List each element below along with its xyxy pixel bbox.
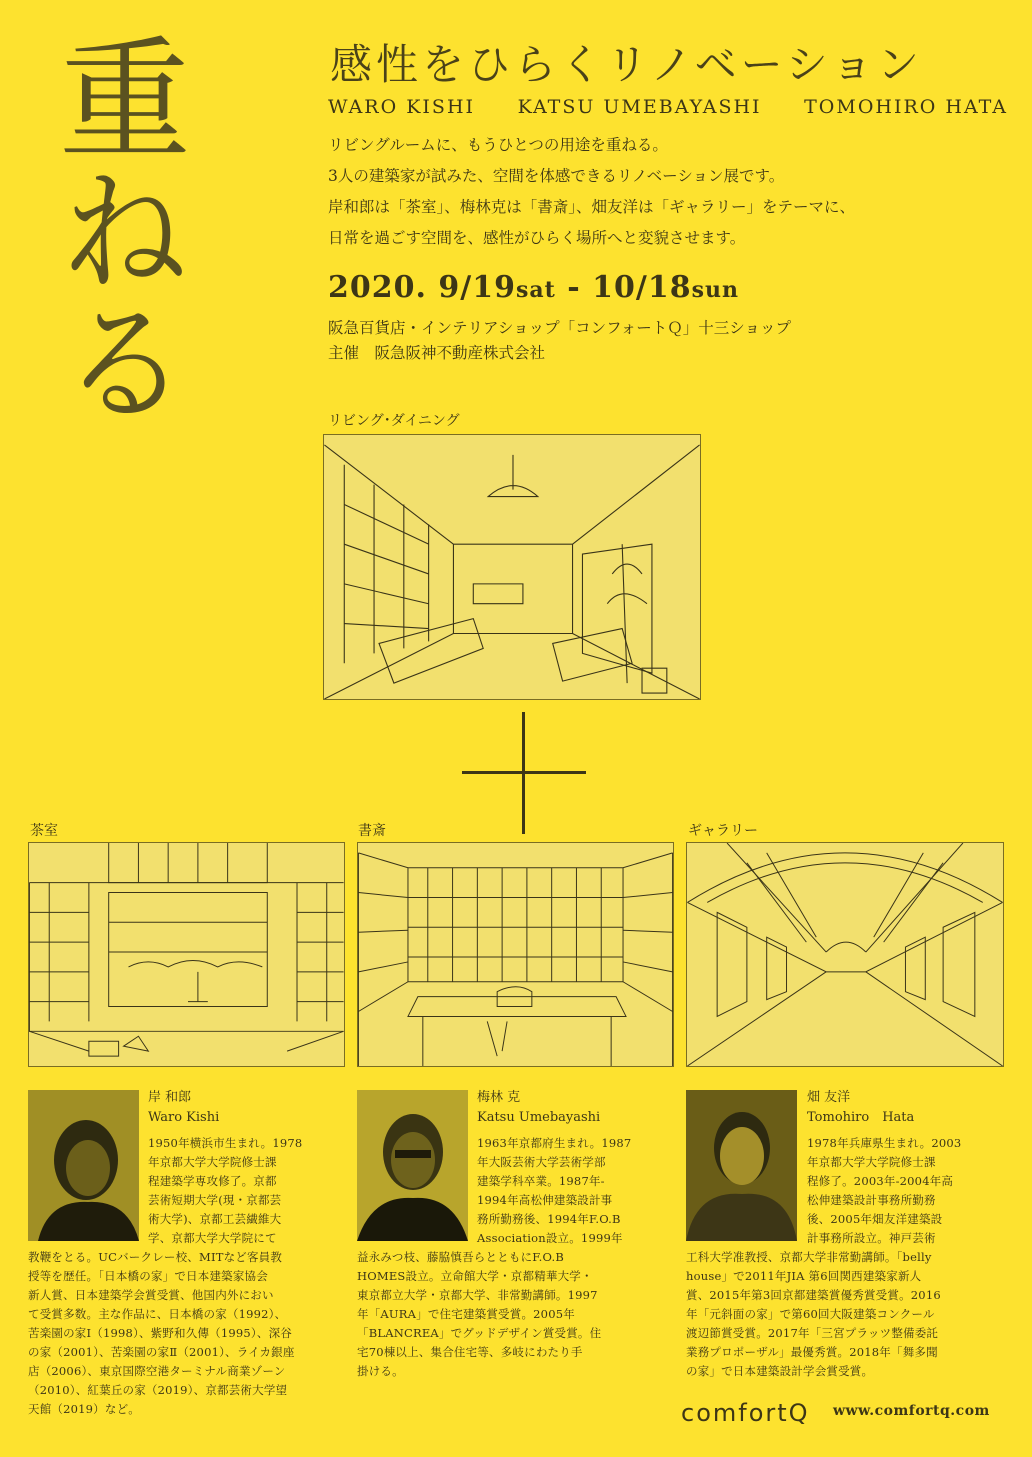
caption-tea-room: 茶室 xyxy=(30,823,58,839)
bio-name-en: Waro Kishi xyxy=(148,1110,220,1125)
portrait-kishi xyxy=(28,1090,139,1241)
bio-line: 程修了。2003年-2004年高 xyxy=(807,1174,954,1188)
bio-line: 渡辺節賞受賞。2017年「三宮プラッツ整備委託 xyxy=(686,1326,939,1340)
bio-line: の家（2001）、苦楽園の家Ⅱ（2001）、ライカ銀座 xyxy=(28,1345,295,1359)
bio-line: 授等を歴任。「日本橋の家」で日本建築家協会 xyxy=(28,1269,268,1283)
bio-line: 程建築学専攻修了。京都 xyxy=(148,1174,277,1188)
lead-line: 3人の建築家が試みた、空間を体感できるリノベーション展です。 xyxy=(328,167,785,185)
venue-line: 阪急百貨店・インテリアショップ「コンフォートＱ」十三ショップ xyxy=(328,319,791,337)
bio-hata-text-bottom xyxy=(686,1248,941,1381)
bio-line: 年「元斜面の家」で第60回大阪建築コンクール xyxy=(686,1307,935,1321)
event-dates xyxy=(328,270,739,305)
bio-line: 店（2006）、東京国際空港ターミナル商業ゾーン xyxy=(28,1364,286,1378)
subtitle: 感性をひらくリノベーション xyxy=(330,40,923,89)
bio-name-ja: 岸 和郎 xyxy=(148,1090,192,1105)
bio-line: 松伸建築設計事務所勤務 xyxy=(807,1193,936,1207)
bio-line: 東京都立大学・京都大学、非常勤講師。1997 xyxy=(357,1288,598,1302)
bio-line: 術大学)、京都工芸繊維大 xyxy=(148,1212,282,1226)
bio-line: 1950年横浜市生まれ。1978 xyxy=(148,1136,303,1150)
brand-logo: comfortQ xyxy=(681,1399,810,1427)
bio-name-en: Tomohiro Hata xyxy=(807,1110,915,1125)
illustration-gallery xyxy=(686,842,1004,1067)
bio-line: 苦楽園の家Ⅰ（1998）、紫野和久傳（1995）、深谷 xyxy=(28,1326,292,1340)
lead-line: 日常を過ごす空間を、感性がひらく場所へと変貌させます。 xyxy=(328,229,746,247)
bio-line: 天館（2019）など。 xyxy=(28,1402,140,1416)
organizer-line: 主催 阪急阪神不動産株式会社 xyxy=(328,344,546,362)
title-char-2: ね xyxy=(36,162,190,294)
lead-paragraph xyxy=(328,130,1008,254)
bio-line: 業務プロポーザル」最優秀賞。2018年「舞多聞 xyxy=(686,1345,938,1359)
main-title xyxy=(36,30,190,590)
bio-line: 年京都大学大学院修士課 xyxy=(148,1155,277,1169)
bio-line: 1978年兵庫県生まれ。2003 xyxy=(807,1136,962,1150)
lead-line: 岸和郎は「茶室」、梅林克は「書斎」、畑友洋は「ギャラリー」をテーマに、 xyxy=(328,198,856,216)
venue-info xyxy=(328,316,791,366)
bio-line: 教鞭をとる。UCバークレー校、MITなど客員教 xyxy=(28,1250,283,1264)
date-separator: - xyxy=(555,270,593,305)
caption-study: 書斎 xyxy=(358,823,386,839)
bio-umebayashi-text-bottom xyxy=(357,1248,601,1381)
date-start: 2020. 9/19 xyxy=(328,270,516,305)
date-end-dow: sun xyxy=(691,277,739,303)
bio-line: 務所勤務後、1994年F.O.B xyxy=(477,1212,621,1226)
bio-line: の家」で日本建築設計学会賞受賞。 xyxy=(686,1364,874,1378)
bio-line: 益永みつ枝、藤脇慎吾らとともにF.O.B xyxy=(357,1250,564,1264)
illustration-study xyxy=(357,842,674,1067)
bio-name-en: Katsu Umebayashi xyxy=(477,1110,601,1125)
bio-line: 建築学科卒業。1987年- xyxy=(477,1174,605,1188)
bio-line: 1994年高松伸建築設計事 xyxy=(477,1193,613,1207)
bio-line: 宅70棟以上、集合住宅等、多岐にわたり手 xyxy=(357,1345,583,1359)
bio-line: 年大阪芸術大学芸術学部 xyxy=(477,1155,606,1169)
bio-line: 「BLANCREA」でグッドデザイン賞受賞。住 xyxy=(357,1326,602,1340)
bio-line: Association設立。1999年 xyxy=(477,1231,623,1245)
portrait-umebayashi xyxy=(357,1090,468,1241)
bio-hata-name xyxy=(807,1088,914,1128)
plus-sign-vertical xyxy=(522,712,525,834)
bio-kishi-text-top xyxy=(148,1134,302,1248)
bio-line: 計事務所設立。神戸芸術 xyxy=(807,1231,936,1245)
architect-names xyxy=(328,96,1008,118)
title-char-3: る xyxy=(36,294,190,426)
bio-name-ja: 梅林 克 xyxy=(477,1090,521,1105)
bio-kishi-name xyxy=(148,1088,219,1128)
bio-line: （2010）、紅葉丘の家（2019）、京都芸術大学望 xyxy=(28,1383,288,1397)
bio-line: 掛ける。 xyxy=(357,1364,404,1378)
bio-line: 工科大学准教授、京都大学非常勤講師。「belly xyxy=(686,1250,932,1264)
caption-gallery: ギャラリー xyxy=(688,823,758,839)
bio-line: 学、京都大学大学院にて xyxy=(148,1231,277,1245)
bio-line: 年「AURA」で住宅建築賞受賞。2005年 xyxy=(357,1307,575,1321)
bio-kishi-text-bottom xyxy=(28,1248,295,1419)
architect-name-hata: TOMOHIRO HATA xyxy=(804,96,1008,118)
bio-line: 新人賞、日本建築学会賞受賞、他国内外におい xyxy=(28,1288,274,1302)
architect-name-umebayashi: KATSU UMEBAYASHI xyxy=(517,96,762,118)
bio-line: 後、2005年畑友洋建築設 xyxy=(807,1212,943,1226)
portrait-hata xyxy=(686,1090,797,1241)
website-url[interactable]: www.comfortq.com xyxy=(833,1403,990,1419)
illustration-living-dining xyxy=(323,434,701,700)
bio-line: 年京都大学大学院修士課 xyxy=(807,1155,936,1169)
bio-line: house」で2011年JIA 第6回関西建築家新人 xyxy=(686,1269,922,1283)
bio-line: HOMES設立。立命館大学・京都精華大学・ xyxy=(357,1269,593,1283)
lead-line: リビングルームに、もうひとつの用途を重ねる。 xyxy=(328,136,668,154)
bio-line: 賞、2015年第3回京都建築賞優秀賞受賞。2016 xyxy=(686,1288,941,1302)
date-end: 10/18 xyxy=(592,270,692,305)
title-char-1: 重 xyxy=(36,30,190,162)
architect-name-kishi: WARO KISHI xyxy=(328,96,476,118)
bio-hata-text-top xyxy=(807,1134,961,1248)
bio-line: 芸術短期大学(現・京都芸 xyxy=(148,1193,282,1207)
bio-name-ja: 畑 友洋 xyxy=(807,1090,851,1105)
bio-line: 1963年京都府生まれ。1987 xyxy=(477,1136,632,1150)
date-start-dow: sat xyxy=(515,277,556,303)
bio-umebayashi-text-top xyxy=(477,1134,631,1248)
illustration-tea-room xyxy=(28,842,345,1067)
bio-umebayashi-name xyxy=(477,1088,600,1128)
caption-living: リビング･ダイニング xyxy=(328,413,460,429)
bio-line: て受賞多数。主な作品に、日本橋の家（1992）、 xyxy=(28,1307,287,1321)
